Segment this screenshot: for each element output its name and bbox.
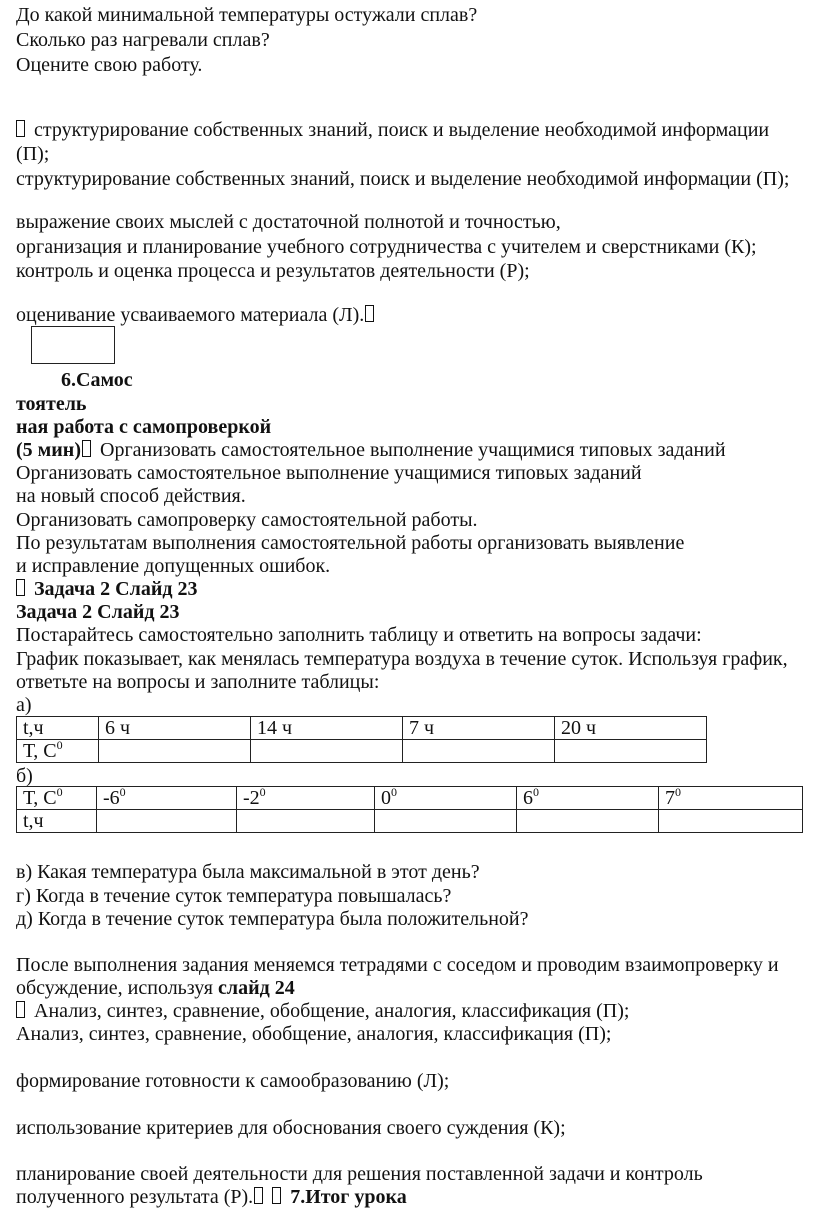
skills-line-2: (П);: [16, 143, 50, 165]
peer-check-line-2: обсуждение, используя слайд 24: [16, 977, 295, 999]
table-b-label: б): [16, 765, 33, 787]
missing-glyph-icon: [16, 120, 25, 137]
skills-line-4: выражение своих мыслей с достаточной полнотой и точностью,: [16, 211, 561, 233]
question-1: До какой минимальной температуры остужали сплав?: [16, 4, 478, 26]
table-cell: $7^0$: [659, 787, 803, 810]
table-cell: 14 ч: [251, 717, 403, 740]
question-2: Сколько раз нагревали сплав?: [16, 29, 270, 51]
table-cell: 6 ч: [99, 717, 251, 740]
table-cell: [517, 810, 659, 833]
table-cell: [237, 810, 375, 833]
skills-2-line-5: планирование своей деятельности для решения поставленной задачи и контроль: [16, 1163, 703, 1185]
question-3: Оцените свою работу.: [16, 54, 203, 76]
missing-glyph-icon: [16, 579, 25, 596]
table-row: [17, 740, 707, 763]
table-a-label: а): [16, 694, 32, 716]
skills-2-line-1: Анализ, синтез, сравнение, обобщение, аналогия, классификация (П);: [16, 999, 629, 1023]
question-v: в) Какая температура была максимальной в этот день?: [16, 861, 480, 883]
missing-glyph-icon: [16, 1001, 25, 1018]
skills-line-7: оценивание усваиваемого материала (Л).: [16, 303, 374, 327]
question-g: г) Когда в течение суток температура повышалась?: [16, 885, 452, 907]
stage-6-text-1: Организовать самостоятельное выполнение учащимися типовых заданий: [16, 462, 642, 484]
table-row: [17, 787, 803, 810]
missing-glyph-icon: [82, 440, 91, 457]
stage-6-heading-2: тоятель: [16, 393, 87, 415]
table-b: [16, 786, 803, 833]
table-cell: 20 ч: [555, 717, 707, 740]
table-row: [17, 717, 707, 740]
task-instruction-3: ответьте на вопросы и заполните таблицы:: [16, 671, 380, 693]
table-cell: $6^0$: [517, 787, 659, 810]
skills-line-1: структурирование собственных знаний, поиск и выделение необходимой информации: [16, 118, 769, 142]
missing-glyph-icon: [365, 305, 374, 322]
missing-glyph-icon: [254, 1187, 263, 1204]
stage-6-heading-3: ная работа с самопроверкой: [16, 416, 272, 438]
task-title-2: Задача 2 Слайд 23: [16, 601, 180, 623]
stage-6-text-4: По результатам выполнения самостоятельной работы организовать выявление: [16, 532, 685, 554]
table-cell: [403, 740, 555, 763]
table-cell: t,ч: [17, 717, 99, 740]
table-cell: Т, $С^0$: [17, 787, 97, 810]
table-cell: [659, 810, 803, 833]
question-d: д) Когда в течение суток температура была положительной?: [16, 908, 529, 930]
skills-line-6: контроль и оценка процесса и результатов деятельности (Р);: [16, 260, 530, 282]
table-cell: [99, 740, 251, 763]
table-cell: $0^0$: [375, 787, 517, 810]
skills-2-line-2: Анализ, синтез, сравнение, обобщение, аналогия, классификация (П);: [16, 1023, 612, 1045]
peer-check-line-1: После выполнения задания меняемся тетрадями с соседом и проводим взаимопроверку и: [16, 954, 779, 976]
table-row: [17, 810, 803, 833]
stage-6-heading-1: 6.Самос: [61, 369, 133, 391]
missing-glyph-icon: [272, 1187, 281, 1204]
skills-2-line-4: использование критериев для обоснования своего суждения (К);: [16, 1117, 566, 1139]
stage-6-text-2: на новый способ действия.: [16, 485, 246, 507]
table-cell: Т, $С^0$: [17, 740, 99, 763]
task-instruction-2: График показывает, как менялась температура воздуха в течение суток. Используя график,: [16, 648, 788, 670]
table-cell: $-2^0$: [237, 787, 375, 810]
task-instruction-1: Постарайтесь самостоятельно заполнить таблицу и ответить на вопросы задачи:: [16, 624, 702, 646]
table-cell: $-6^0$: [97, 787, 237, 810]
stage-6-text-5: и исправление допущенных ошибок.: [16, 555, 331, 577]
task-title-1: Задача 2 Слайд 23: [16, 577, 197, 601]
skills-2-line-6: полученного результата (Р). 7.Итог урока: [16, 1186, 407, 1208]
stage-6-text-3: Организовать самопроверку самостоятельной работы.: [16, 509, 478, 531]
skills-line-3: структурирование собственных знаний, поиск и выделение необходимой информации (П);: [16, 168, 790, 190]
skills-2-line-3: формирование готовности к самообразованию (Л);: [16, 1070, 450, 1092]
table-a: [16, 716, 707, 763]
table-cell: [375, 810, 517, 833]
table-cell: 7 ч: [403, 717, 555, 740]
table-cell: [555, 740, 707, 763]
stage-6-heading-4: (5 мин) Организовать самостоятельное выполнение учащимися типовых заданий: [16, 439, 726, 461]
skills-line-5: организация и планирование учебного сотрудничества с учителем и сверстниками (К);: [16, 236, 757, 258]
empty-frame: [31, 326, 115, 364]
table-cell: [97, 810, 237, 833]
table-cell: t,ч: [17, 810, 97, 833]
table-cell: [251, 740, 403, 763]
